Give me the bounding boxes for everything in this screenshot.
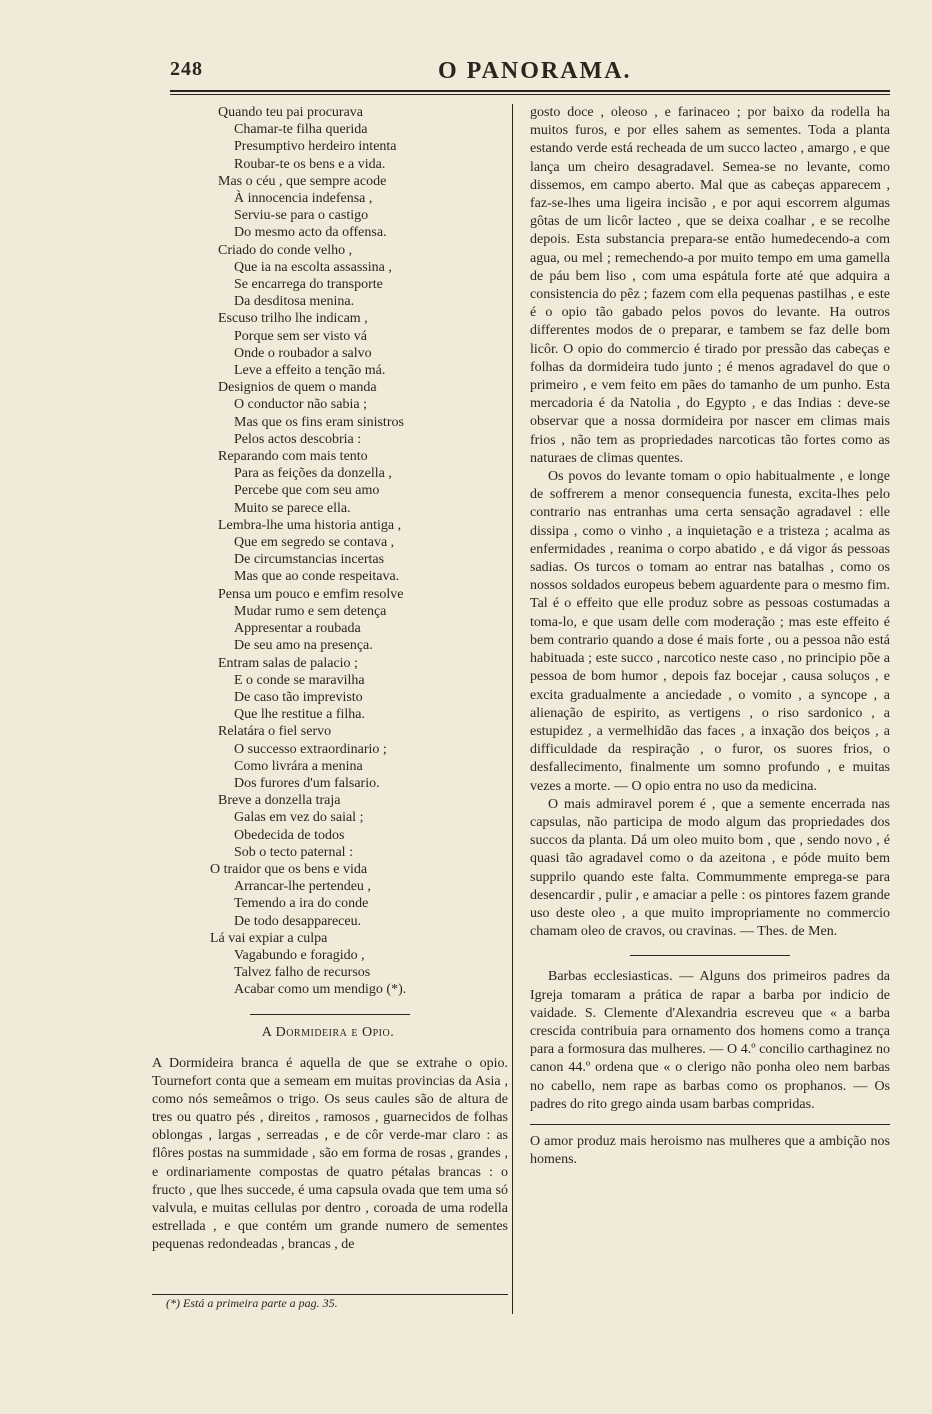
poem-line: Pelos actos descobria : bbox=[234, 431, 362, 447]
poem-line: Onde o roubador a salvo bbox=[234, 345, 372, 361]
poem-line: Muito se parece ella. bbox=[234, 500, 351, 516]
poem-line: Vagabundo e foragido , bbox=[234, 947, 365, 963]
poem-line: Reparando com mais tento bbox=[218, 449, 368, 465]
page-number: 248 bbox=[170, 58, 203, 80]
poem-line: Porque sem ser visto vá bbox=[234, 328, 367, 344]
poem-line: Como livrára a menina bbox=[234, 758, 363, 774]
poem-line: Leve a effeito a tenção má. bbox=[234, 363, 386, 379]
poem-line: Para as feições da donzella , bbox=[234, 466, 392, 482]
poem-line: Dos furores d'um falsario. bbox=[234, 775, 380, 791]
column-divider bbox=[512, 104, 513, 1314]
poem-line: Mas o céu , que sempre acode bbox=[218, 173, 387, 189]
poem-line: Que ia na escolta assassina , bbox=[234, 259, 392, 275]
poem-line: Mas que os fins eram sinistros bbox=[234, 414, 404, 430]
poem-line: Presumptivo herdeiro intenta bbox=[234, 139, 397, 155]
poem-line: Que em segredo se contava , bbox=[234, 535, 395, 551]
poem-line: De circumstancias incertas bbox=[234, 552, 385, 568]
barbas-paragraph: Barbas ecclesiasticas. — Alguns dos primeiros padres da Igreja tomaram a prática de rapar a barba por indicio de vaidade. S. Clemente d'Alexandria escreveu que « a barba crescida contribuia para ornamento dos homens como a trança para a formosura das mulheres. — O 4.º concilio carthaginez no canon 44.º ordena que « o clerigo não ponha oleo nem barbas no cabello, nem rape as barbas como os prophanos. — Os padres do rito grego ainda usam barbas compridas. bbox=[530, 969, 890, 1112]
page-header bbox=[170, 56, 890, 84]
article-paragraph-2: Os povos do levante tomam o opio habitualmente , e longe de soffrerem a menor consequencia funesta, excita-lhes pelo contrario nas entranhas uma certa sensação agradavel : elle dissipa , como o vinho , a inquietação e a tristeza ; acalma as enfermidades , reanima o corpo abatido , e dá vigor ás pessoas sadias. Os turcos o tomam ao entrar nas batalhas , como os nossos soldados europeus bebem aguardente para o mesmo fim. Tal é o effeito que elle produz sobre as pessoas costumadas a toma-lo, e que usam delle com moderação ; mas este effeito é bem contrario quando a dose é mais forte , ou a pessoa não está habituada ; este succo , narcotico neste caso , no principio põe a pessoa de bom humor , depois faz bocejar , causa soluços , e excita gradualmente a anciedade , o vomito , a syncope , a alienação de espirito, as vertigens , o riso sardonico , a estupidez , a vermelhidão das faces , a inxação dos beiços , a difficuldade da respiração , o furor, os suores frios, o desfallecimento, finalmente um somno profundo , e muitas vezes a morte. — O opio entra no uso da medicina. bbox=[530, 469, 890, 794]
article-paragraph-3: O mais admiravel porem é , que a semente encerrada nas capsulas, não participa de modo algum das propriedades dos succos da planta. Dá um oleo muito bom , que , sendo novo , é quasi tão agradavel como o da azeitona , e póde muito bem supprilo quando este falta. Commummente emprega-se para desencardir , pulir , e amaciar a pelle : os pintores fazem grande uso deste oleo , a que muito impropriamente no commercio chamam oleo de cravos, ou cravinas. — Thes. de Men. bbox=[530, 796, 890, 940]
poem-line: Escuso trilho lhe indicam , bbox=[218, 311, 368, 327]
poem-line: Que lhe restitue a filha. bbox=[234, 707, 366, 723]
footnote: (*) Está a primeira parte a pag. 35. bbox=[166, 1296, 338, 1310]
section-separator-2 bbox=[530, 1124, 890, 1125]
poem-line: O traidor que os bens e vida bbox=[210, 861, 368, 877]
poem-line: Percebe que com seu amo bbox=[234, 483, 380, 499]
poem-line: Mas que ao conde respeitava. bbox=[234, 569, 400, 585]
footnote-rule bbox=[152, 1294, 508, 1295]
poem-line: Acabar como um mendigo (*). bbox=[234, 982, 407, 998]
poem-line: Arrancar-lhe pertendeu , bbox=[234, 879, 371, 895]
poem-line: Appresentar a roubada bbox=[234, 621, 361, 637]
poem-line: Relatára o fiel servo bbox=[218, 724, 332, 740]
header-rule bbox=[170, 90, 890, 92]
poem-column bbox=[150, 104, 506, 999]
article-title: A Dormideira e Opio. bbox=[261, 1025, 395, 1040]
poem-line: Se encarrega do transporte bbox=[234, 277, 383, 293]
poem-line: Chamar-te filha querida bbox=[234, 122, 368, 138]
poem-line: Obedecida de todos bbox=[234, 827, 345, 843]
page-title: O PANORAMA. bbox=[438, 58, 632, 84]
poem-line: Entram salas de palacio ; bbox=[218, 655, 358, 671]
poem-line: Galas em vez do saial ; bbox=[234, 810, 364, 826]
poem-line: Mudar rumo e sem detença bbox=[234, 603, 387, 619]
poem-line: E o conde se maravilha bbox=[234, 672, 365, 688]
poem-line: Breve a donzella traja bbox=[218, 793, 341, 809]
poem-line: O conductor não sabia ; bbox=[234, 397, 367, 413]
section-rule bbox=[250, 1014, 410, 1015]
header-rule-thin bbox=[170, 94, 890, 95]
article-paragraph-1: gosto doce , oleoso , e farinaceo ; por baixo da rodella ha muitos furos, e por elles sahem as sementes. Toda a planta estando verde está recheada de um succo lacteo , amargo , e que lança um cheiro desagradavel. Semea-se no levante, como dissemos, em campo aberto. Mal que as cabeças apparecem , faz-se-lhes uma ligeira incisão , e por aqui escorrem algumas gôtas de um licôr lacteo , que se deixa coalhar , e se recolhe depois. Esta substancia prepara-se então humedecendo-a com agua, ou mel ; remechendo-a por muito tempo em uma gamella de páu bem liso , com uma espátula forte até que adquira a consistencia do pêz ; fazem com ella pequenas pastilhas , e este é o opio tão gabado pelos povos do levante. Ha outros differentes modos de o preparar, e tambem se faz delle bom licôr. O opio do commercio é tirado por pressão das cabeças e folhas da dormideira tudo junto ; é menos agradavel do que o primeiro , e vem feito em pães do tamanho de um punho. Esta mercadoria é da Natolia , do Egypto , e das Indias : deve-se observar que a nossa dormideira por nascer em climas mais frios , não tem as propriedades narcoticas tão fortes como as naturaes de climas quentes. bbox=[530, 105, 890, 466]
poem-line: Do mesmo acto da offensa. bbox=[234, 225, 387, 241]
poem-line: Quando teu pai procurava bbox=[218, 105, 363, 120]
poem-line: Lá vai expiar a culpa bbox=[210, 930, 328, 946]
amor-paragraph: O amor produz mais heroismo nas mulheres que a ambição nos homens. bbox=[530, 1133, 890, 1168]
right-column bbox=[530, 104, 890, 1169]
poem-line: Serviu-se para o castigo bbox=[234, 208, 369, 224]
poem-line: De caso tão imprevisto bbox=[234, 689, 363, 705]
poem-line: Da desditosa menina. bbox=[234, 294, 355, 310]
poem-line: Pensa um pouco e emfim resolve bbox=[218, 586, 404, 602]
poem-line: Roubar-te os bens e a vida. bbox=[234, 156, 386, 172]
poem-line: Talvez falho de recursos bbox=[234, 965, 371, 981]
poem-line: Designios de quem o manda bbox=[218, 380, 377, 396]
poem-line: O successo extraordinario ; bbox=[234, 741, 387, 757]
poem-line: De seu amo na presença. bbox=[234, 638, 373, 654]
section-separator bbox=[630, 955, 790, 956]
poem-line: Criado do conde velho , bbox=[218, 242, 353, 258]
poem-line: De todo desappareceu. bbox=[234, 913, 362, 929]
article-intro: A Dormideira branca é aquella de que se extrahe o opio. Tournefort conta que a semeam em muitas provincias da Asia , como nós semeâmos o trigo. Os seus caules são de altura de tres ou quatro pés , direitos , ramosos , guarnecidos de folhas oblongas , largas , serreadas , e de côr verde-mar claro : as flôres postas na summidade , são em forma de rosas , grandes , e ordinariamente compostas de quatro pétalas brancas : o fructo , que lhes succede, é uma capsula ovada que tem uma só valvula, e muitas cellulas por dentro , coroada de uma rodella estrellada , e que contém um grande numero de sementes pequenas redondeadas , brancas , de bbox=[152, 1056, 508, 1252]
poem-line: Lembra-lhe uma historia antiga , bbox=[218, 517, 402, 533]
poem-line: Temendo a ira do conde bbox=[234, 896, 369, 912]
poem-line: Sob o tecto paternal : bbox=[234, 844, 353, 860]
poem-line: À innocencia indefensa , bbox=[234, 191, 373, 207]
poem bbox=[150, 104, 506, 999]
